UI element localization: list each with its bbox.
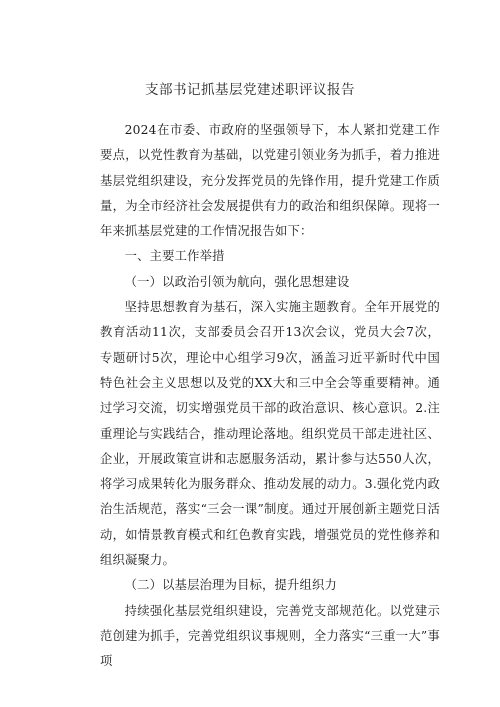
section-heading: 一、主要工作举措 [124,249,225,264]
subsection-body-1: 坚持思想教育为基石，深入实施主题教育。全年开展党的教育活动11次，支部委员会召开13次会议，党员大会7次，专题研讨5次，理论中心组学习9次，涵盖习近平新时代中国特色社会主义思想以及党的XX大和三中全会等重要精神。通过学习交流，切实增强党员干部的政治意识、核心意识。2.注重理论与实践结合，推动理论落地。组织党员干部走进社区、企业，开展政策宣讲和志愿服务活动，累计参与达550人次，将学习成果转化为服务群众、推动发展的动力。3.强化党内政治生活规范，落实“三会一课”制度。通过开展创新主题党日活动，如情景教育模式和红色教育实践，增强党员的党性修养和组织凝聚力。 [100,300,440,568]
document-body [100,118,440,675]
page-title: 支部书记抓基层党建述职评议报告 [145,82,355,98]
subsection-heading-1: （一）以政治引领为航向，强化思想建设 [124,274,350,289]
subsection-body-2: 持续强化基层党组织建设，完善党支部规范化。以党建示范创建为抓手，完善党组织议事规则，全力落实“三重一大”事项 [100,603,440,669]
subsection-heading-2: （二）以基层治理为目标，提升组织力 [124,578,338,593]
intro-paragraph: 2024在市委、市政府的坚强领导下，本人紧扣党建工作要点，以党性教育为基础，以党建引领业务为抓手，着力推进基层党组织建设，充分发挥党员的先锋作用，提升党建工作质量，为全市经济社会发展提供有力的政治和组织保障。现将一年来抓基层党建的工作情况报告如下： [100,123,440,239]
